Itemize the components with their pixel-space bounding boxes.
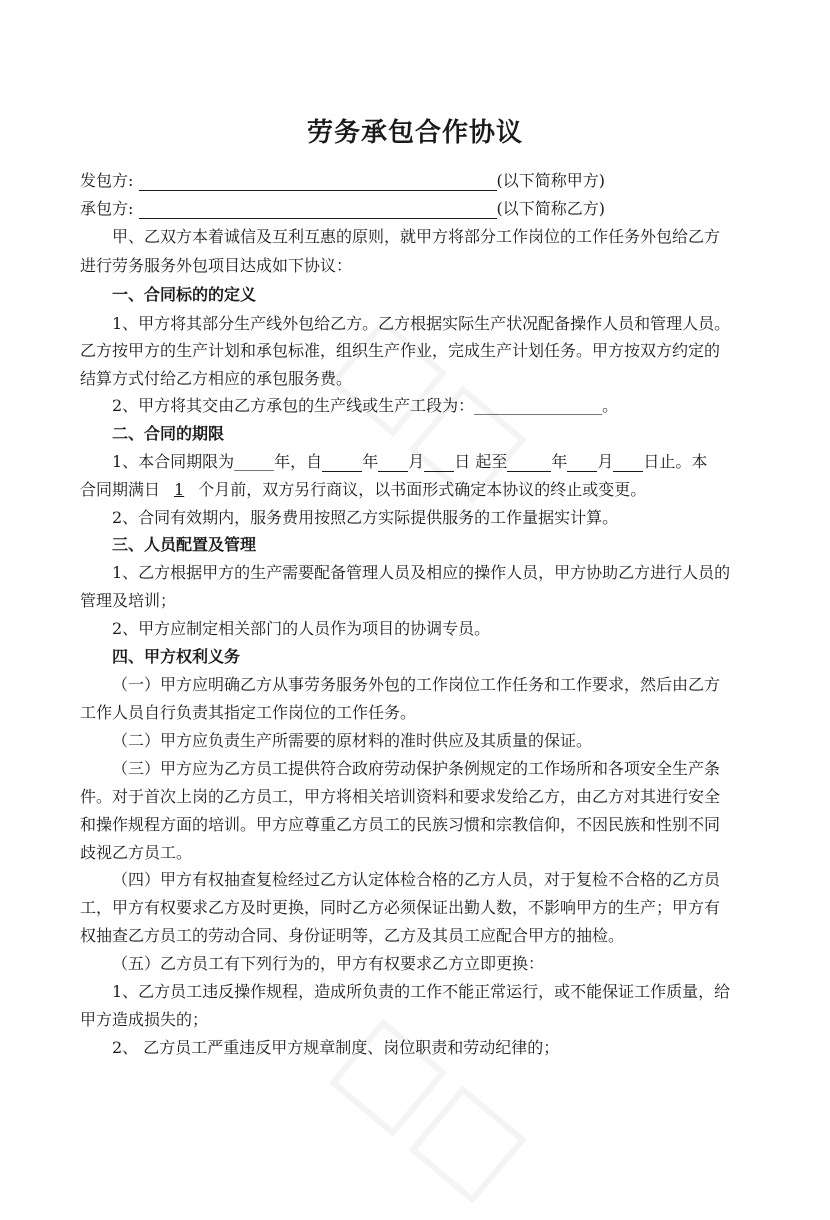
- paragraph-line: （五）乙方员工有下列行为的，甲方有权要求乙方立即更换：: [112, 954, 545, 973]
- paragraph-line: 件。对于首次上岗的乙方员工，甲方将相关培训资料和要求发给乙方，由乙方对其进行安全: [80, 787, 721, 806]
- section-heading: 二、合同的期限: [112, 424, 225, 443]
- party-a-blank[interactable]: [139, 174, 497, 191]
- day-label: 日: [454, 452, 471, 471]
- intro-line: 进行劳务服务外包项目达成如下协议：: [80, 256, 353, 275]
- paragraph-line: 工，甲方有权要求乙方及时更换，同时乙方必须保证出勤人数，不影响甲方的生产；甲方有: [80, 898, 721, 917]
- section-heading: 四、甲方权利义务: [112, 647, 241, 666]
- paragraph-line: 和操作规程方面的培训。甲方应尊重乙方员工的民族习惯和宗教信仰，不因民族和性别不同: [80, 815, 721, 834]
- paragraph-line: 歧视乙方员工。: [80, 843, 193, 862]
- year-label: 年: [362, 452, 379, 471]
- paragraph-line: 权抽查乙方员工的劳动合同、身份证明等，乙方及其员工应配合甲方的抽检。: [80, 926, 625, 945]
- end-day-blank[interactable]: [613, 455, 643, 472]
- section-heading: 一、合同标的的定义: [112, 285, 257, 304]
- paragraph-line: 1、甲方将其部分生产线外包给乙方。乙方根据实际生产状况配备操作人员和管理人员。: [112, 314, 731, 333]
- party-b-suffix: (以下简称乙方): [496, 199, 605, 218]
- party-a-suffix: (以下简称甲方): [496, 171, 605, 190]
- paragraph-line: （一）甲方应明确乙方从事劳务服务外包的工作岗位工作任务和工作要求，然后由乙方: [112, 675, 721, 694]
- to-label: 起至: [475, 452, 508, 471]
- paragraph-line: 2、 乙方员工严重违反甲方规章制度、岗位职责和劳动纪律的；: [112, 1038, 560, 1057]
- term-notice-rest: 个月前，双方另行商议，以书面形式确定本协议的终止或变更。: [198, 480, 647, 499]
- section-heading: 三、人员配置及管理: [112, 535, 257, 554]
- document-title: 劳务承包合作协议: [306, 118, 523, 148]
- paragraph-line: 1、乙方员工违反操作规程，造成所负责的工作不能正常运行，或不能保证工作质量，给: [112, 982, 731, 1001]
- year-label: 年: [551, 452, 568, 471]
- paragraph-line: 乙方按甲方的生产计划和承包标准，组织生产作业，完成生产计划任务。甲方按双方约定的: [80, 341, 721, 360]
- month-label: 月: [597, 452, 614, 471]
- party-b-blank[interactable]: [139, 202, 497, 219]
- intro-line: 甲、乙双方本着诚信及互利互惠的原则，就甲方将部分工作岗位的工作任务外包给乙方: [112, 227, 721, 246]
- end-month-blank[interactable]: [567, 455, 597, 472]
- term-line-2: [80, 480, 760, 500]
- term-notice-text: 合同期满日: [80, 480, 161, 499]
- paragraph-line: （三）甲方应为乙方员工提供符合政府劳动保护条例规定的工作场所和各项安全生产条: [112, 759, 721, 778]
- party-b-line: [80, 199, 760, 219]
- paragraph-line: 结算方式付给乙方相应的承包服务费。: [80, 369, 353, 388]
- month-label: 月: [408, 452, 425, 471]
- term-start-text: 1、本合同期限为_____年，自: [112, 452, 323, 471]
- paragraph-line: 工作人员自行负责其指定工作岗位的工作任务。: [80, 703, 417, 722]
- paragraph-line: 2、甲方应制定相关部门的人员作为项目的协调专员。: [112, 619, 491, 638]
- start-year-blank[interactable]: [322, 455, 362, 472]
- term-end-text: 日止。本: [643, 452, 708, 471]
- party-a-label: 发包方:: [80, 171, 134, 190]
- start-day-blank[interactable]: [424, 455, 454, 472]
- paragraph-line: 2、合同有效期内，服务费用按照乙方实际提供服务的工作量据实计算。: [112, 508, 619, 527]
- term-line: [80, 452, 760, 472]
- paragraph-line: 管理及培训；: [80, 591, 177, 610]
- end-year-blank[interactable]: [507, 455, 551, 472]
- paragraph-line: 2、甲方将其交由乙方承包的生产线或生产工段为：________________。: [112, 396, 619, 415]
- paragraph-line: 甲方造成损失的；: [80, 1010, 209, 1029]
- party-a-line: [80, 171, 760, 191]
- paragraph-line: （二）甲方应负责生产所需要的原材料的准时供应及其质量的保证。: [112, 731, 593, 750]
- party-b-label: 承包方:: [80, 199, 134, 218]
- start-month-blank[interactable]: [378, 455, 408, 472]
- paragraph-line: （四）甲方有权抽查复检经过乙方认定体检合格的乙方人员，对于复检不合格的乙方员: [112, 870, 721, 889]
- notice-months[interactable]: 1: [174, 480, 185, 499]
- paragraph-line: 1、乙方根据甲方的生产需要配备管理人员及相应的操作人员，甲方协助乙方进行人员的: [112, 563, 731, 582]
